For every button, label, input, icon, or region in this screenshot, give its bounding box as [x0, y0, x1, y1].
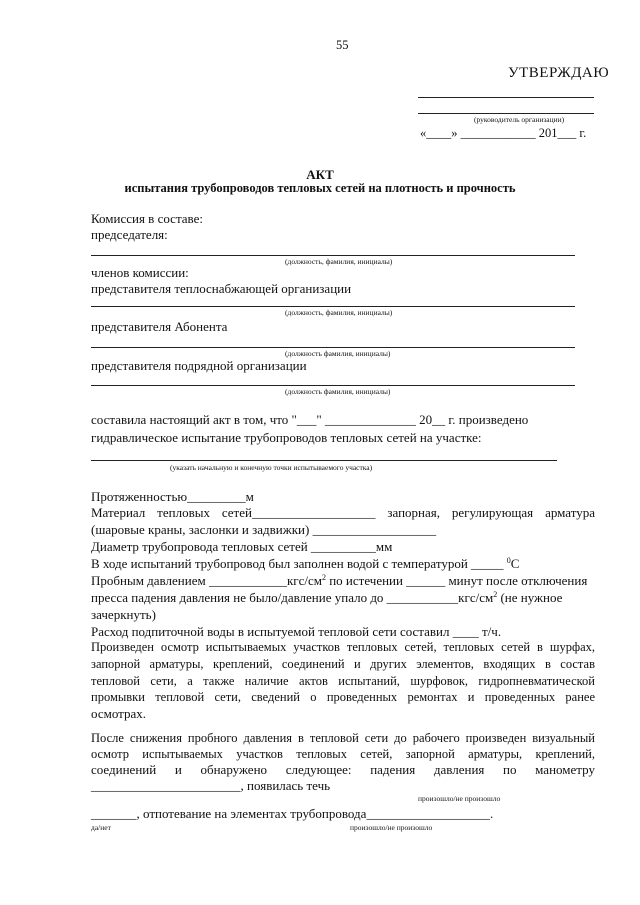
material-line-2: (шаровые краны, заслонки и задвижки) ___________________ — [91, 522, 437, 537]
diameter-line: Диаметр трубопровода тепловых сетей __________мм — [91, 539, 393, 554]
section-caption: (указать начальную и конечную точки испытываемого участка) — [170, 463, 373, 472]
material-word-5: регулирующая — [451, 505, 534, 520]
pressure-sup-1: 2 — [321, 573, 326, 582]
after-word-5: падения — [370, 762, 416, 777]
after-word-7: по — [503, 762, 517, 777]
makeup-line: Расход подпиточной воды в испытуемой тепловой сети составил ____ т/ч. — [91, 624, 502, 639]
act-title: АКТ — [306, 167, 334, 182]
pressure-line-2 — [91, 590, 562, 606]
yes-no-caption: да/нет — [91, 823, 111, 832]
after-word-1: соединений — [91, 762, 157, 777]
supplier-caption: (должность, фамилия, инициалы) — [285, 308, 393, 317]
material-line — [91, 505, 595, 521]
after-line-2: осмотр испытываемых участков тепловых сетей, запорной арматуры, креплений, — [91, 747, 595, 761]
approval-title: УТВЕРЖДАЮ — [508, 65, 610, 81]
supplier-label: представителя теплоснабжающей организации — [91, 281, 352, 296]
material-word-6: арматура — [545, 505, 595, 520]
contractor-caption: (должность фамилия, инициалы) — [285, 387, 391, 396]
after-word-3: обнаружено — [200, 762, 268, 777]
contractor-label: представителя подрядной организации — [91, 358, 307, 373]
inspect-line-3: тепловой сети, а также наличие актов испытаний, шурфовок, гидропневматической — [91, 674, 595, 688]
approval-line-1 — [418, 97, 594, 98]
act-subtitle: испытания трубопроводов тепловых сетей на плотность и прочность — [124, 181, 516, 195]
chairman-line — [91, 255, 575, 256]
members-label: членов комиссии: — [91, 265, 189, 280]
supplier-line — [91, 306, 575, 307]
pressure-text-2b: (не нужное — [497, 590, 563, 605]
after-line-5: _______, отпотевание на элементах трубопровода___________________. — [91, 806, 494, 821]
happened-caption-2: произошло/не произошло — [350, 823, 433, 832]
contractor-line — [91, 385, 575, 386]
after-line-3 — [91, 762, 595, 778]
page-number: 55 — [336, 38, 349, 52]
chairman-caption: (должность, фамилия, инициалы) — [285, 257, 393, 266]
pressure-line-1 — [91, 573, 587, 589]
temperature-unit: С — [510, 556, 520, 571]
material-word-2: тепловых — [157, 505, 210, 520]
temperature-line — [91, 556, 519, 572]
after-word-4: следующее: — [285, 762, 352, 777]
after-line-1: После снижения пробного давления в тепловой сети до рабочего произведен визуальный — [91, 731, 595, 745]
degree-sup: 0 — [506, 556, 511, 565]
chairman-label: председателя: — [91, 227, 168, 242]
inspect-line-2: запорной арматуры, креплений, соединений и других элементов, входящих в состав — [91, 657, 595, 671]
material-word-3: сетей___________________ — [221, 505, 376, 520]
pressure-text-1a: Пробным давлением ____________кгс/см — [91, 573, 322, 588]
pressure-text-2a: пресса падения давления не было/давление упало до ___________кгс/см — [91, 590, 494, 605]
happened-caption-1: произошло/не произошло — [418, 794, 501, 803]
approval-line-2 — [418, 113, 594, 114]
statement-line-1: составила настоящий акт в том, что "___" ______________ 20__ г. произведено — [91, 412, 529, 427]
approval-date: «____» ____________ 201___ г. — [420, 126, 587, 140]
temperature-text: В ходе испытаний трубопровод был заполнен водой с температурой _____ — [91, 556, 507, 571]
after-word-6: давления — [433, 762, 485, 777]
subscriber-label: представителя Абонента — [91, 319, 228, 334]
pressure-line-3: зачеркнуть) — [91, 607, 156, 622]
approval-caption: (руководитель организации) — [474, 115, 565, 124]
after-line-4: _______________________, появилась течь — [91, 778, 331, 793]
length-line: Протяженностью_________м — [91, 489, 254, 504]
commission-label: Комиссия в составе: — [91, 211, 203, 226]
inspect-line-5: осмотрах. — [91, 706, 147, 721]
pressure-sup-2: 2 — [493, 590, 498, 599]
inspect-line-4: промывки тепловой сети, сведений о проведенных ремонтах и проведенных ранее — [91, 690, 595, 704]
after-word-2: и — [174, 762, 182, 777]
pressure-text-1b: по истечении ______ минут после отключения — [325, 573, 588, 588]
subscriber-line — [91, 347, 575, 348]
section-line — [91, 460, 557, 461]
subscriber-caption: (должность фамилия, инициалы) — [285, 349, 391, 358]
statement-line-2: гидравлическое испытание трубопроводов тепловых сетей на участке: — [91, 430, 482, 445]
inspect-line-1: Произведен осмотр испытываемых участков тепловых сетей, тепловых сетей в шурфах, — [91, 640, 595, 654]
after-word-8: манометру — [535, 762, 595, 777]
material-word-1: Материал — [91, 505, 146, 520]
material-word-4: запорная, — [387, 505, 440, 520]
